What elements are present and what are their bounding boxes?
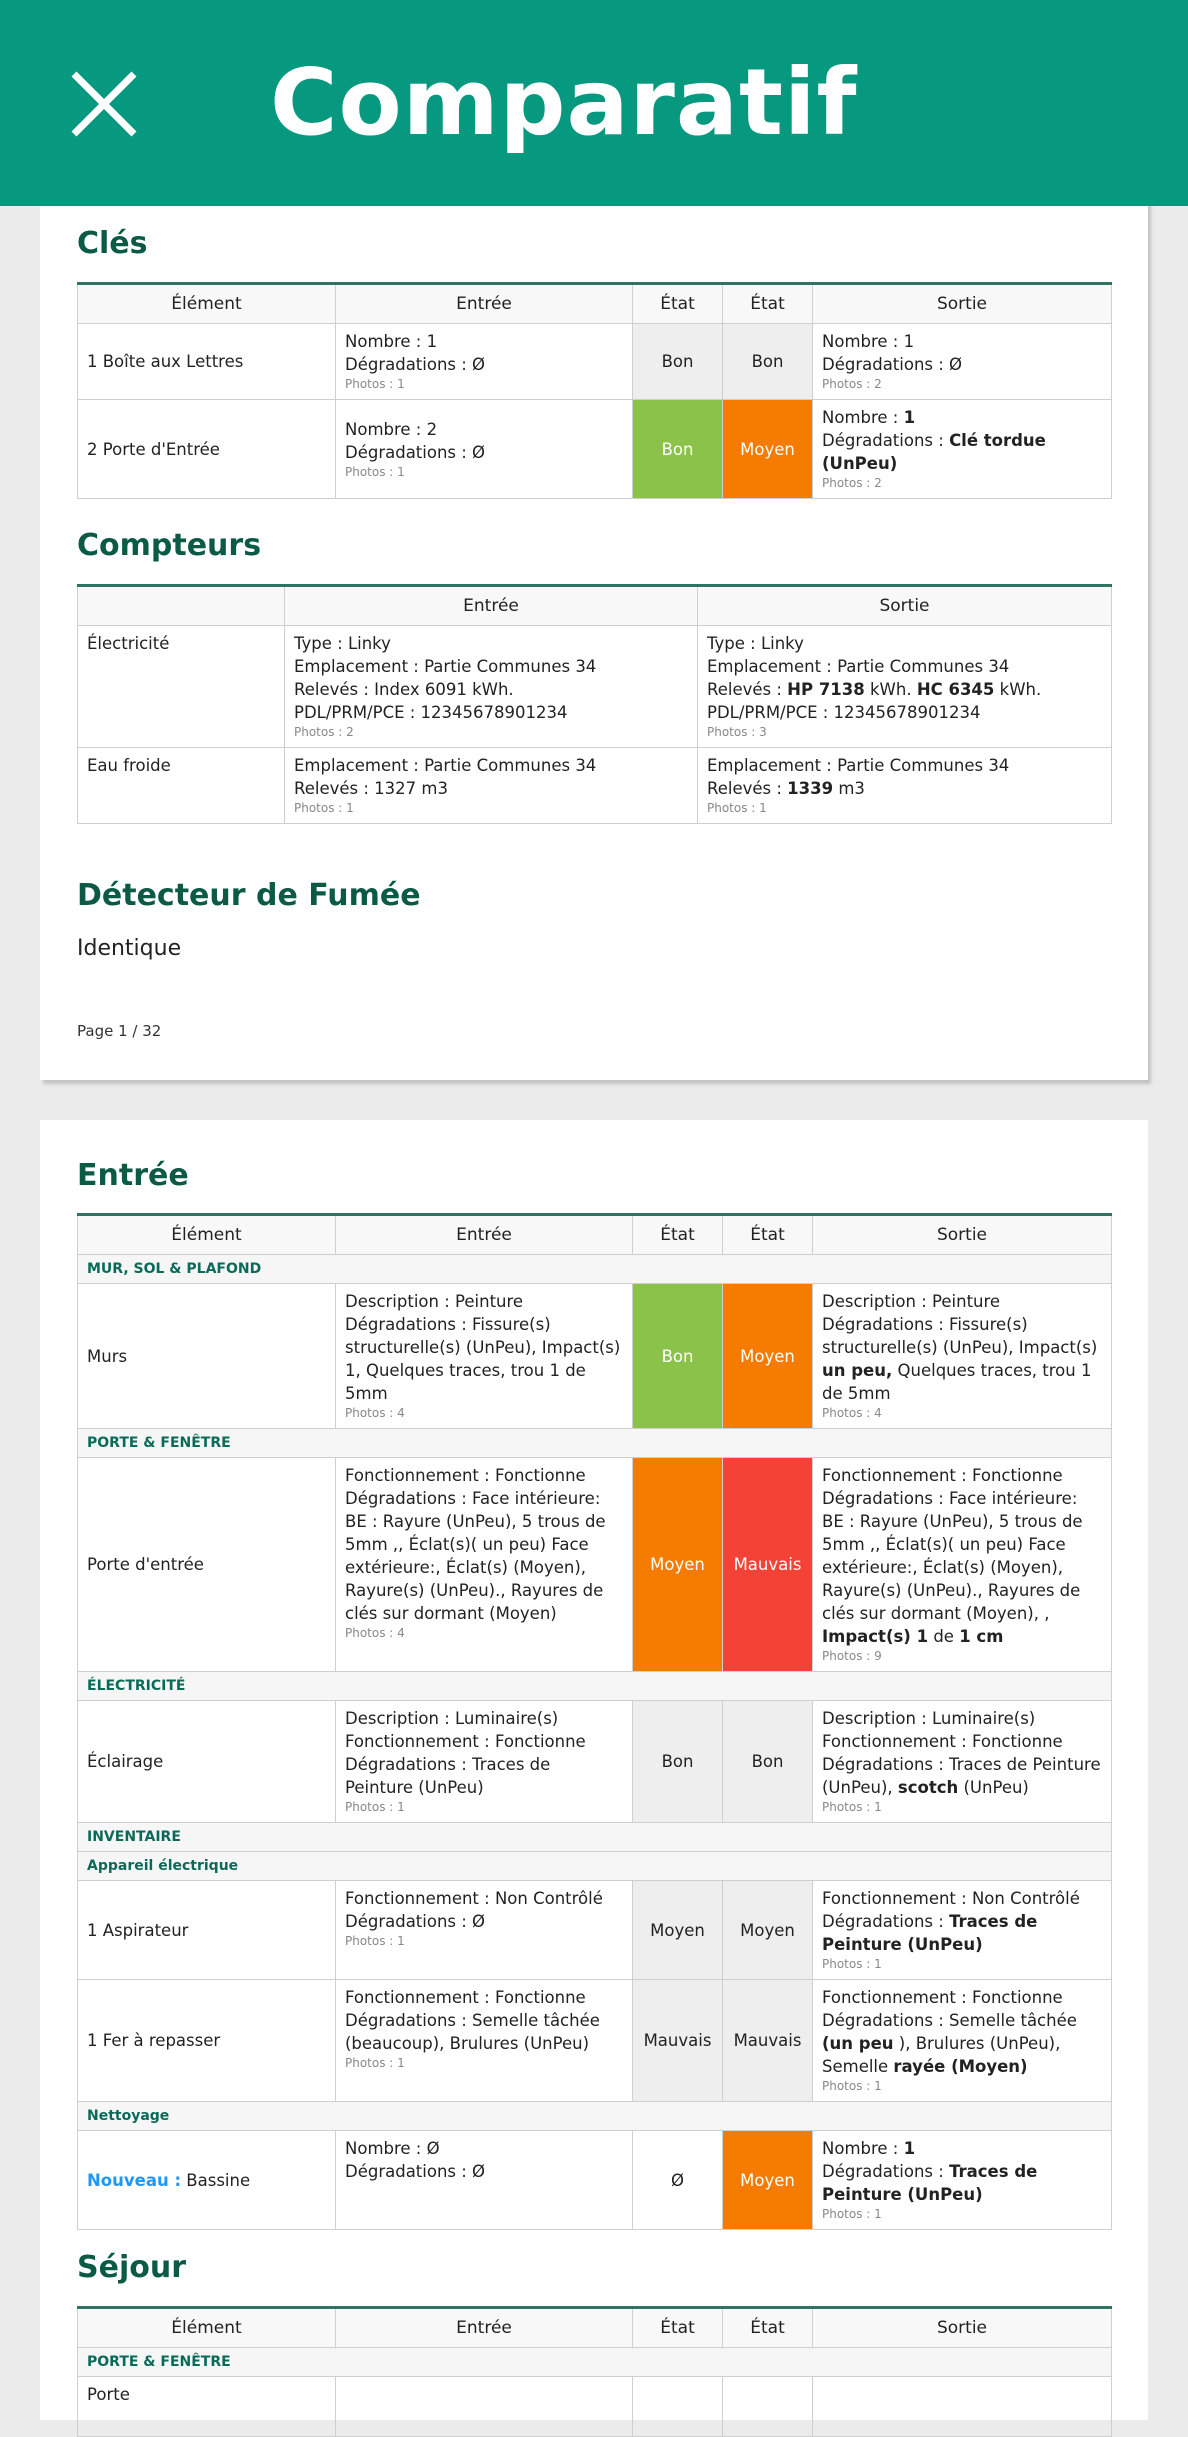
photos-count: Photos : 1 [822, 2207, 882, 2221]
entree-cell: Description : Peinture Dégradations : Fissure(s) structurelle(s) (UnPeu), Impact(s) 1, Quelques traces, trou 1 de 5mm Photos : 4 [336, 1284, 633, 1429]
col-header: État [723, 284, 813, 324]
etat-sortie-badge: Mauvais [723, 1980, 813, 2102]
entree-cell [336, 2377, 633, 2437]
compteurs-table [77, 584, 1112, 824]
category-label: PORTE & FENÊTRE [78, 2348, 1112, 2377]
entree-cell: Fonctionnement : Fonctionne Dégradations : Semelle tâchée (beaucoup), Brulures (UnPeu) Photos : 1 [336, 1980, 633, 2102]
col-header: État [633, 1215, 723, 1255]
etat-entree-badge: Moyen [633, 1881, 723, 1980]
photos-count: Photos : 1 [345, 2056, 405, 2070]
photos-count: Photos : 1 [822, 2079, 882, 2093]
sortie-cell: Nombre : 1 Dégradations : Clé tordue (UnPeu) Photos : 2 [813, 400, 1112, 499]
sortie-cell: Fonctionnement : Non Contrôlé Dégradations : Traces de Peinture (UnPeu) Photos : 1 [813, 1881, 1112, 1980]
table-header-row [78, 1215, 1112, 1255]
subcategory-label: Nettoyage [78, 2102, 1112, 2131]
photos-count: Photos : 4 [822, 1406, 882, 1420]
sortie-cell: Type : Linky Emplacement : Partie Communes 34 Relevés : HP 7138 kWh. HC 6345 kWh. PDL/PRM/PCE : 12345678901234 Photos : 3 [698, 626, 1112, 748]
table-row [78, 2377, 1112, 2437]
photos-count: Photos : 9 [822, 1649, 882, 1663]
table-row [78, 1980, 1112, 2102]
sortie-cell: Description : Luminaire(s) Fonctionnement : Fonctionne Dégradations : Traces de Peinture (UnPeu), scotch (UnPeu) Photos : 1 [813, 1701, 1112, 1823]
subcategory-row [78, 1852, 1112, 1881]
entree-cell: Nombre : Ø Dégradations : Ø [336, 2131, 633, 2230]
col-header: Sortie [813, 284, 1112, 324]
sortie-cell [813, 2377, 1112, 2437]
category-row [78, 1823, 1112, 1852]
table-row [78, 1458, 1112, 1672]
photos-count: Photos : 2 [822, 476, 882, 490]
entree-cell: Nombre : 2 Dégradations : Ø Photos : 1 [336, 400, 633, 499]
entree-cell: Nombre : 1 Dégradations : Ø Photos : 1 [336, 324, 633, 400]
section-title-compteurs: Compteurs [77, 528, 262, 563]
sortie-cell: Nombre : 1 Dégradations : Ø Photos : 2 [813, 324, 1112, 400]
entree-cell: Type : Linky Emplacement : Partie Communes 34 Relevés : Index 6091 kWh. PDL/PRM/PCE : 12345678901234 Photos : 2 [285, 626, 698, 748]
category-label: INVENTAIRE [78, 1823, 1112, 1852]
col-header: État [723, 1215, 813, 1255]
col-header: Sortie [813, 2308, 1112, 2348]
element-cell: Porte [78, 2377, 336, 2437]
photos-count: Photos : 4 [345, 1406, 405, 1420]
sortie-cell: Fonctionnement : Fonctionne Dégradations : Semelle tâchée (un peu ), Brulures (UnPeu), Semelle rayée (Moyen) Photos : 1 [813, 1980, 1112, 2102]
col-header: Élément [78, 284, 336, 324]
entree-cell: Fonctionnement : Fonctionne Dégradations : Face intérieure: BE : Rayure (UnPeu), 5 trous de 5mm ,, Éclat(s)( un peu) Face extérieure:, Éclat(s) (Moyen), Rayure(s) (UnPeu)., Rayures de clés sur dormant (Moyen) Photos : 4 [336, 1458, 633, 1672]
etat-sortie-badge: Mauvais [723, 1458, 813, 1672]
col-header: Entrée [336, 2308, 633, 2348]
col-header: Sortie [813, 1215, 1112, 1255]
etat-sortie-badge: Bon [723, 1701, 813, 1823]
category-label: PORTE & FENÊTRE [78, 1429, 1112, 1458]
col-header: État [633, 2308, 723, 2348]
element-cell: 1 Fer à repasser [78, 1980, 336, 2102]
table-header-row [78, 586, 1112, 626]
col-header: État [723, 2308, 813, 2348]
col-header: Entrée [285, 586, 698, 626]
col-header: Élément [78, 1215, 336, 1255]
photos-count: Photos : 1 [345, 377, 405, 391]
element-cell: Éclairage [78, 1701, 336, 1823]
table-row [78, 626, 1112, 748]
table-row [78, 400, 1112, 499]
photos-count: Photos : 1 [345, 1800, 405, 1814]
table-header-row [78, 2308, 1112, 2348]
element-cell: Eau froide [78, 748, 285, 824]
table-header-row [78, 284, 1112, 324]
report-page-2 [40, 1120, 1148, 2420]
page-number: Page 1 / 32 [77, 1022, 162, 1040]
etat-entree-badge [633, 2377, 723, 2437]
etat-sortie-badge: Moyen [723, 1881, 813, 1980]
table-row [78, 2131, 1112, 2230]
etat-entree-badge: Bon [633, 324, 723, 400]
etat-sortie-badge: Bon [723, 324, 813, 400]
entree-cell: Fonctionnement : Non Contrôlé Dégradations : Ø Photos : 1 [336, 1881, 633, 1980]
photos-count: Photos : 1 [345, 464, 405, 479]
etat-sortie-badge [723, 2377, 813, 2437]
etat-entree-badge: Mauvais [633, 1980, 723, 2102]
etat-entree-badge: Bon [633, 1284, 723, 1429]
report-page-1 [40, 196, 1148, 1080]
col-header: Élément [78, 2308, 336, 2348]
element-cell: 2 Porte d'Entrée [78, 400, 336, 499]
entree-cell: Emplacement : Partie Communes 34 Relevés : 1327 m3 Photos : 1 [285, 748, 698, 824]
category-row [78, 1429, 1112, 1458]
category-row [78, 2348, 1112, 2377]
sortie-cell: Description : Peinture Dégradations : Fissure(s) structurelle(s) (UnPeu), Impact(s) un peu, Quelques traces, trou 1 de 5mm Photos : 4 [813, 1284, 1112, 1429]
sortie-cell: Fonctionnement : Fonctionne Dégradations : Face intérieure: BE : Rayure (UnPeu), 5 trous de 5mm ,, Éclat(s)( un peu) Face extérieure:, Éclat(s) (Moyen), Rayure(s) (UnPeu)., Rayures de clés sur dormant (Moyen), , Impact(s) 1 de 1 cm Photos : 9 [813, 1458, 1112, 1672]
col-header: Sortie [698, 586, 1112, 626]
nouveau-tag: Nouveau : [87, 2170, 182, 2190]
table-row [78, 324, 1112, 400]
cles-table [77, 282, 1112, 499]
category-row [78, 1672, 1112, 1701]
photos-count: Photos : 2 [294, 725, 354, 739]
table-row [78, 1701, 1112, 1823]
etat-sortie-badge: Moyen [723, 400, 813, 499]
etat-entree-badge: Bon [633, 400, 723, 499]
photos-count: Photos : 3 [707, 725, 767, 739]
table-row [78, 1881, 1112, 1980]
etat-entree-badge: Moyen [633, 1458, 723, 1672]
category-row [78, 1255, 1112, 1284]
category-label: MUR, SOL & PLAFOND [78, 1255, 1112, 1284]
element-cell: Électricité [78, 626, 285, 748]
etat-sortie-badge: Moyen [723, 1284, 813, 1429]
photos-count: Photos : 1 [294, 801, 354, 815]
subcategory-label: Appareil électrique [78, 1852, 1112, 1881]
section-title-sejour: Séjour [77, 2250, 186, 2285]
photos-count: Photos : 4 [345, 1626, 405, 1640]
element-cell: Porte d'entrée [78, 1458, 336, 1672]
entree-cell: Description : Luminaire(s) Fonctionnement : Fonctionne Dégradations : Traces de Peinture (UnPeu) Photos : 1 [336, 1701, 633, 1823]
photos-count: Photos : 2 [822, 377, 882, 391]
table-row [78, 748, 1112, 824]
close-icon[interactable] [66, 66, 142, 142]
element-cell: Nouveau : Bassine [78, 2131, 336, 2230]
element-cell: 1 Boîte aux Lettres [78, 324, 336, 400]
entree-table [77, 1213, 1112, 2230]
page-title: Comparatif [270, 49, 858, 156]
section-title-cles: Clés [77, 226, 148, 261]
col-header [78, 586, 285, 626]
photos-count: Photos : 1 [822, 1957, 882, 1971]
photos-count: Photos : 1 [822, 1800, 882, 1814]
category-label: ÉLECTRICITÉ [78, 1672, 1112, 1701]
col-header: État [633, 284, 723, 324]
section-title-entree: Entrée [77, 1158, 189, 1193]
photos-count: Photos : 1 [707, 801, 767, 815]
table-row [78, 1284, 1112, 1429]
etat-sortie-badge: Moyen [723, 2131, 813, 2230]
etat-entree-badge: Bon [633, 1701, 723, 1823]
element-cell: 1 Aspirateur [78, 1881, 336, 1980]
subcategory-row [78, 2102, 1112, 2131]
col-header: Entrée [336, 284, 633, 324]
section-title-detecteur: Détecteur de Fumée [77, 878, 421, 913]
sortie-cell: Nombre : 1 Dégradations : Traces de Peinture (UnPeu) Photos : 1 [813, 2131, 1112, 2230]
element-cell: Murs [78, 1284, 336, 1429]
photos-count: Photos : 1 [345, 1934, 405, 1948]
detecteur-value: Identique [77, 936, 182, 961]
etat-entree-badge: Ø [633, 2131, 723, 2230]
sejour-table [77, 2306, 1112, 2437]
app-bar [0, 0, 1188, 206]
col-header: Entrée [336, 1215, 633, 1255]
sortie-cell: Emplacement : Partie Communes 34 Relevés : 1339 m3 Photos : 1 [698, 748, 1112, 824]
